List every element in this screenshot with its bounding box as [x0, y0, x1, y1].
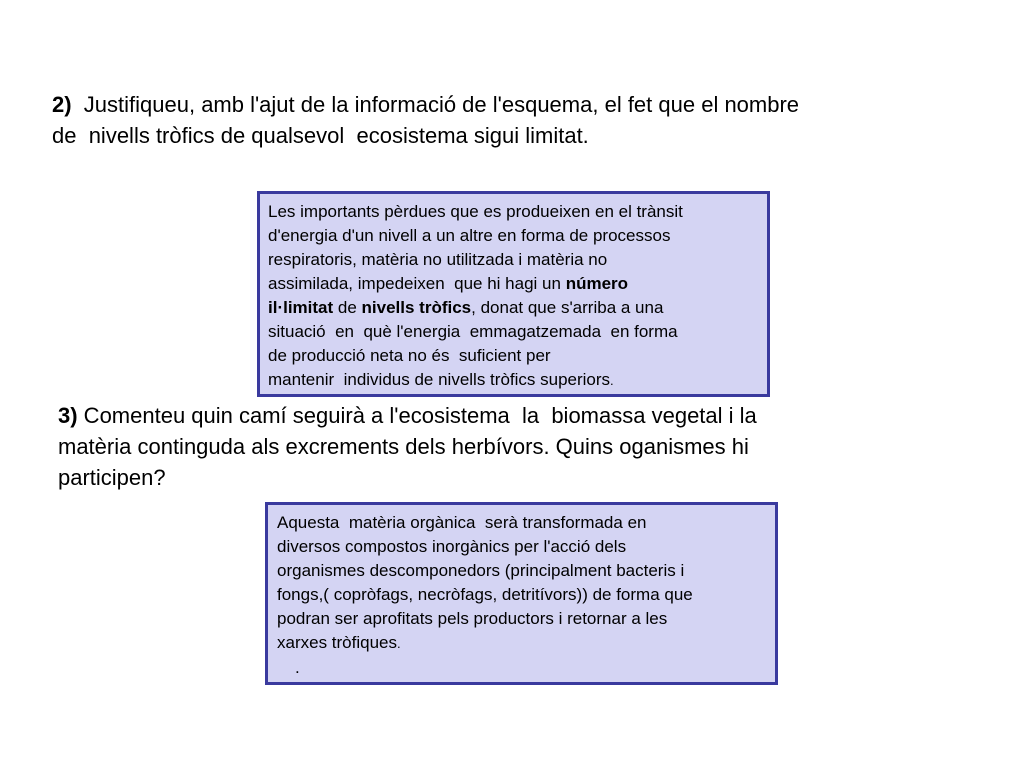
answer-2-bold-illimitat: il·limitat	[268, 298, 334, 317]
answer-2-line-6: situació en què l'energia emmagatzemada en forma	[268, 322, 678, 341]
answer-2-box	[257, 191, 770, 397]
question-2-line-1: Justifiqueu, amb l'ajut de la informació de l'esquema, el fet que el nombre	[71, 92, 800, 117]
answer-3-line-6	[277, 631, 767, 656]
question-3-line-1: Comenteu quin camí seguirà a l'ecosistema la biomassa vegetal i la	[77, 403, 757, 428]
question-2	[52, 89, 992, 151]
question-2-number: 2)	[52, 92, 72, 117]
answer-2-final-dot: .	[610, 373, 614, 388]
answer-3-line-5: podran ser aprofitats pels productors i retornar a les	[277, 609, 668, 628]
question-3-number: 3)	[58, 403, 78, 428]
answer-2-line-8	[268, 368, 759, 393]
answer-2-line-5-mid: de	[333, 298, 362, 317]
answer-2-line-5-end: , donat que s'arriba a una	[471, 298, 664, 317]
answer-2-line-4-text: assimilada, impedeixen que hi hagi un	[268, 274, 566, 293]
question-2-line-2: de nivells tròfics de qualsevol ecosistema sigui limitat.	[52, 123, 589, 148]
answer-2-bold-numero: número	[565, 274, 629, 293]
answer-3-line-3: organismes descomponedors (principalment bacteris i	[277, 561, 685, 580]
question-3-line-3: participen?	[58, 465, 166, 490]
question-3	[58, 400, 958, 493]
answer-2-line-1: Les importants pèrdues que es produeixen en el trànsit	[268, 202, 683, 221]
answer-3-line-2: diversos compostos inorgànics per l'acció dels	[277, 537, 627, 556]
question-3-line-2: matèria continguda als excrements dels herbívors. Quins oganismes hi	[58, 434, 749, 459]
answer-2-line-3: respiratoris, matèria no utilitzada i matèria no	[268, 250, 608, 269]
answer-2-line-2: d'energia d'un nivell a un altre en forma de processos	[268, 226, 671, 245]
answer-3-line-6-dot: .	[397, 636, 401, 651]
answer-2-line-8-text: mantenir individus de nivells tròfics superiors	[268, 370, 611, 389]
answer-2-line-7: de producció neta no és suficient per	[268, 346, 551, 365]
answer-2-bold-nivells: nivells tròfics	[361, 298, 472, 317]
answer-3-line-1: Aquesta matèria orgànica serà transformada en	[277, 513, 647, 532]
answer-3-line-6-text: xarxes tròfiques	[277, 633, 397, 652]
answer-2-line-4	[268, 272, 759, 296]
answer-2-line-5	[268, 296, 759, 320]
answer-3-line-7: .	[295, 658, 300, 677]
answer-3-line-4: fongs,( copròfags, necròfags, detritívors)) de forma que	[277, 585, 693, 604]
answer-3-box	[265, 502, 778, 685]
